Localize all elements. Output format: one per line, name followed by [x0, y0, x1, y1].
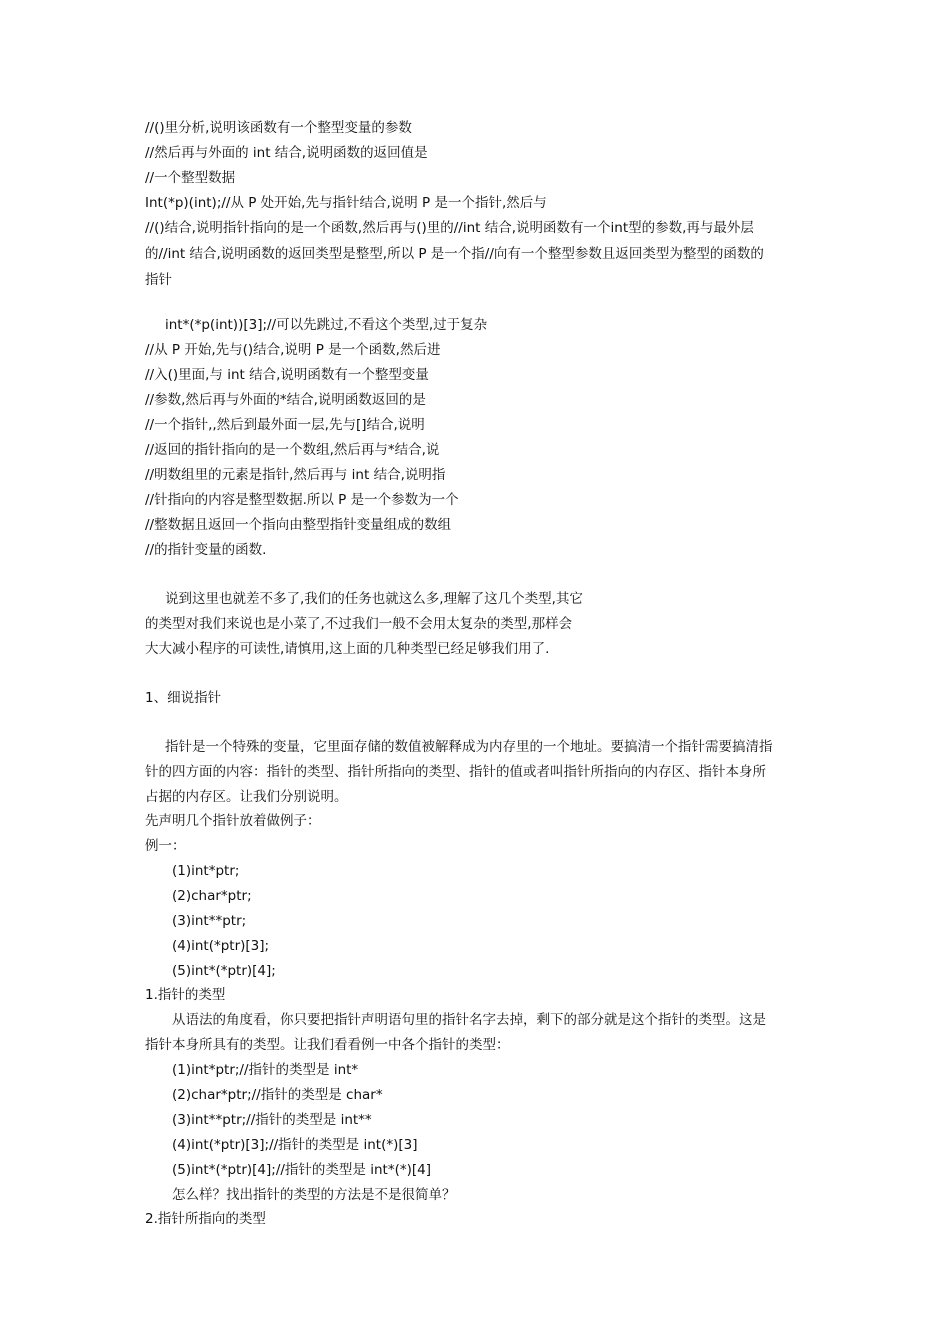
text-line: //针指向的内容是整型数据.所以 P 是一个参数为一个 — [145, 492, 459, 508]
text-line: //明数组里的元素是指针,然后再与 int 结合,说明指 — [145, 467, 446, 483]
code-line: (5)int*(*ptr)[4];//指针的类型是 int*(*)[4] — [172, 1162, 431, 1178]
text-line: //()结合,说明指针指向的是一个函数,然后再与()里的//int 结合,说明函数有一个int型的参数,再与最外层 — [145, 220, 754, 236]
text-line: //入()里面,与 int 结合,说明函数有一个整型变量 — [145, 367, 429, 383]
text-line: //整数据且返回一个指向由整型指针变量组成的数组 — [145, 517, 452, 533]
text-line: //的指针变量的函数. — [145, 542, 267, 558]
code-line: (2)char*ptr; — [172, 888, 252, 904]
paragraph-line: 大大减小程序的可读性,请慎用,这上面的几种类型已经足够我们用了. — [145, 641, 550, 657]
paragraph-line: 针的四方面的内容：指针的类型、指针所指向的类型、指针的值或者叫指针所指向的内存区、指针本身所 — [145, 764, 766, 780]
text-line: Int(*p)(int);//从 P 处开始,先与指针结合,说明 P 是一个指针,然后与 — [145, 195, 547, 211]
code-line: (1)int*ptr; — [172, 863, 240, 879]
code-line: (4)int(*ptr)[3];//指针的类型是 int(*)[3] — [172, 1137, 418, 1153]
text-line: //返回的指针指向的是一个数组,然后再与*结合,说 — [145, 442, 440, 458]
paragraph-line: 先声明几个指针放着做例子： — [145, 813, 321, 829]
paragraph-line: 从语法的角度看，你只要把指针声明语句里的指针名字去掉，剩下的部分就是这个指针的类型。这是 — [172, 1012, 766, 1028]
text-line: 的//int 结合,说明函数的返回类型是整型,所以 P 是一个指//向有一个整型参数且返回类型为整型的函数的 — [145, 246, 764, 262]
code-line: (3)int**ptr; — [172, 913, 247, 929]
text-line: //参数,然后再与外面的*结合,说明函数返回的是 — [145, 392, 426, 408]
text-line: //从 P 开始,先与()结合,说明 P 是一个函数,然后进 — [145, 342, 441, 358]
paragraph-line: 指针本身所具有的类型。让我们看看例一中各个指针的类型： — [145, 1037, 510, 1053]
code-line: (2)char*ptr;//指针的类型是 char* — [172, 1087, 383, 1103]
text-line: //然后再与外面的 int 结合,说明函数的返回值是 — [145, 145, 428, 161]
code-line: int*(*p(int))[3];//可以先跳过,不看这个类型,过于复杂 — [165, 317, 488, 333]
paragraph-line: 例一： — [145, 838, 186, 854]
subsection-heading: 1.指针的类型 — [145, 987, 226, 1003]
paragraph-line: 说到这里也就差不多了,我们的任务也就这么多,理解了这几个类型,其它 — [165, 591, 583, 607]
text-line: 指针 — [145, 272, 172, 288]
paragraph-line: 占据的内存区。让我们分别说明。 — [145, 789, 348, 805]
text-line: //一个整型数据 — [145, 170, 236, 186]
paragraph-line: 指针是一个特殊的变量，它里面存储的数值被解释成为内存里的一个地址。要搞清一个指针需要搞清指 — [165, 739, 773, 755]
code-line: (5)int*(*ptr)[4]; — [172, 963, 276, 979]
text-line: //()里分析,说明该函数有一个整型变量的参数 — [145, 120, 412, 136]
paragraph-line: 怎么样？找出指针的类型的方法是不是很简单？ — [172, 1187, 456, 1203]
code-line: (3)int**ptr;//指针的类型是 int** — [172, 1112, 372, 1128]
code-line: (1)int*ptr;//指针的类型是 int* — [172, 1062, 359, 1078]
subsection-heading: 2.指针所指向的类型 — [145, 1211, 266, 1227]
code-line: (4)int(*ptr)[3]; — [172, 938, 270, 954]
paragraph-line: 的类型对我们来说也是小菜了,不过我们一般不会用太复杂的类型,那样会 — [145, 616, 573, 632]
text-line: //一个指针,,然后到最外面一层,先与[]结合,说明 — [145, 417, 425, 433]
section-heading: 1、细说指针 — [145, 690, 222, 706]
